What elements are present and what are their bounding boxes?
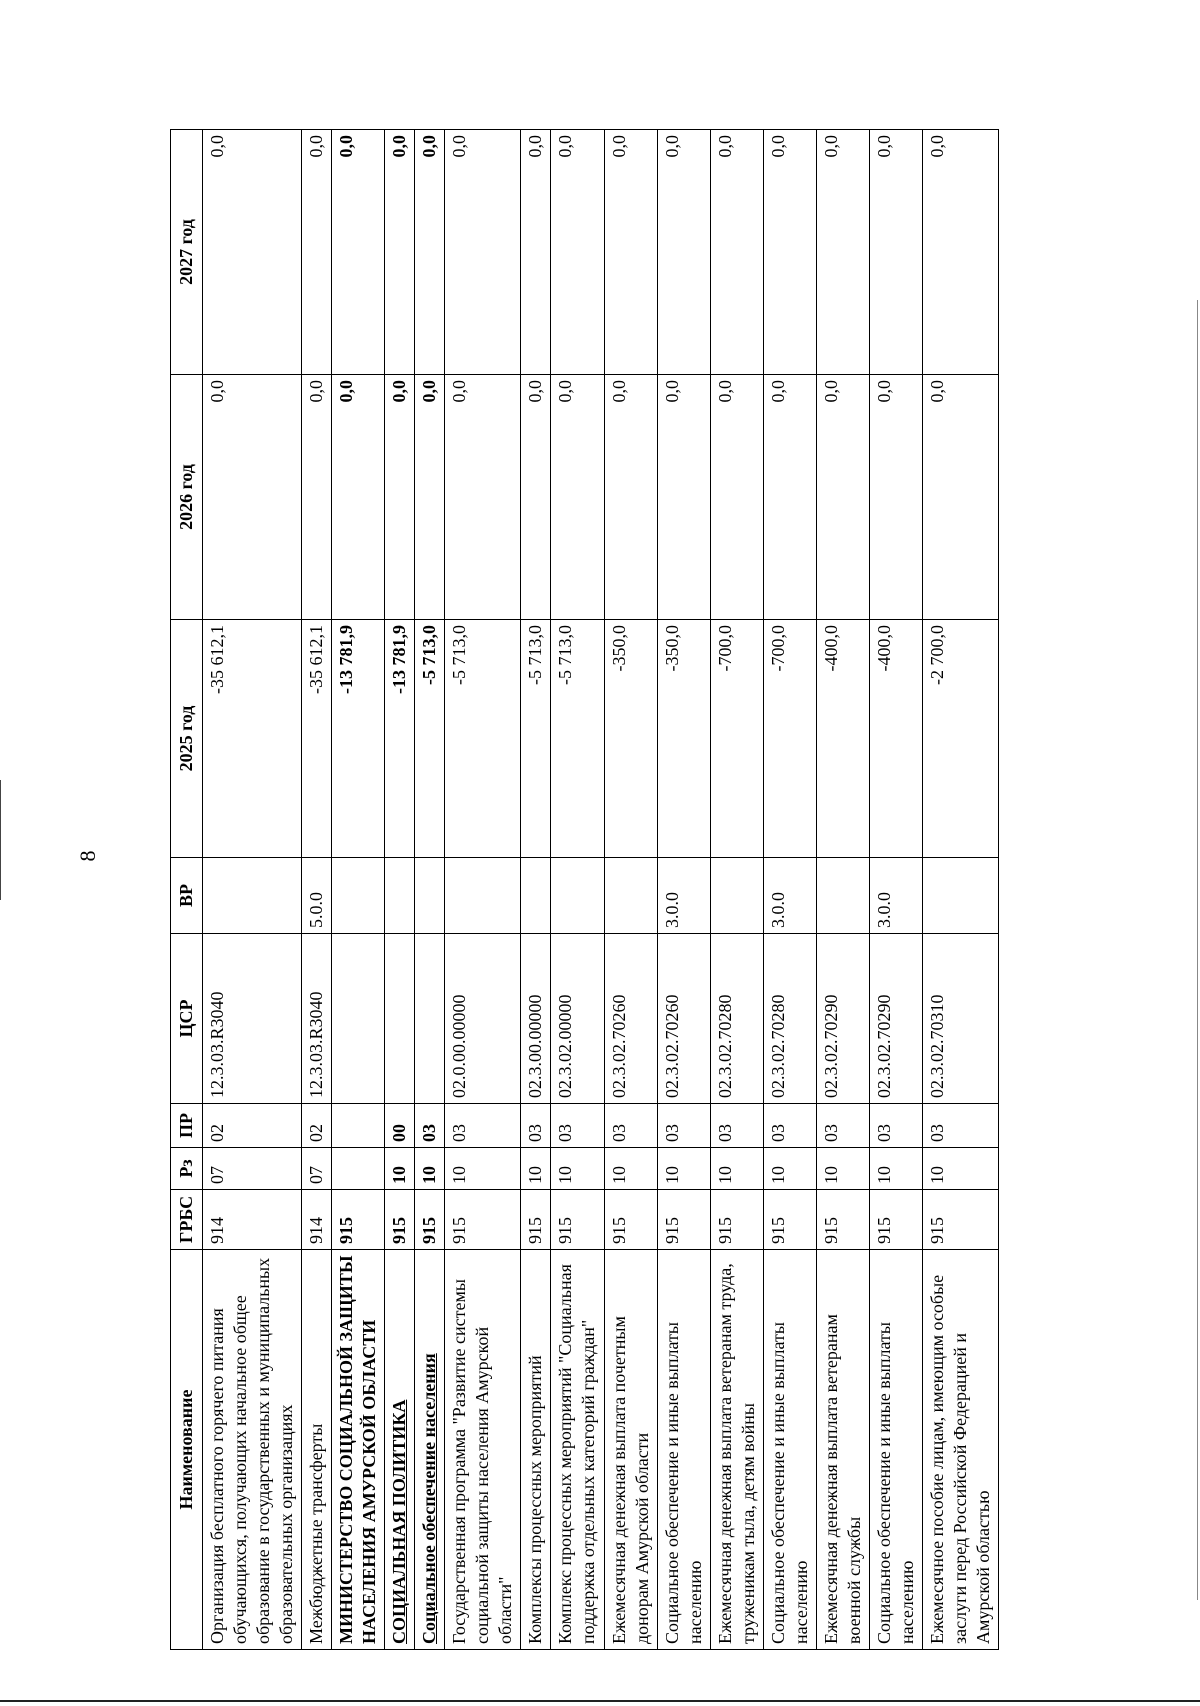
- cell-vr: [203, 858, 302, 934]
- cell-csr: 02.3.02.70260: [604, 934, 657, 1104]
- cell-vr: [922, 858, 998, 934]
- cell-name: Ежемесячная денежная выплата ветеранам военной службы: [816, 1250, 869, 1650]
- cell-grbs: 915: [445, 1190, 521, 1250]
- cell-2026: 0,0: [521, 375, 551, 620]
- cell-2026: 0,0: [657, 375, 710, 620]
- cell-2027: 0,0: [922, 130, 998, 375]
- rotated-table-wrapper: [170, 130, 1070, 1650]
- cell-grbs: 915: [763, 1190, 816, 1250]
- cell-grbs: 914: [203, 1190, 302, 1250]
- cell-pr: 03: [445, 1104, 521, 1148]
- cell-rz: 10: [385, 1148, 415, 1190]
- table-row: [710, 130, 763, 1650]
- table-row: [551, 130, 604, 1650]
- table-row: [203, 130, 302, 1650]
- cell-name: Социальное обеспечение населения: [415, 1250, 445, 1650]
- cell-2027: 0,0: [604, 130, 657, 375]
- cell-2027: 0,0: [445, 130, 521, 375]
- table-row: [385, 130, 415, 1650]
- cell-csr: 02.3.02.70280: [763, 934, 816, 1104]
- cell-csr: 02.0.00.00000: [445, 934, 521, 1104]
- cell-grbs: 915: [385, 1190, 415, 1250]
- cell-rz: 10: [445, 1148, 521, 1190]
- cell-2027: 0,0: [415, 130, 445, 375]
- cell-grbs: 915: [604, 1190, 657, 1250]
- table-row: [922, 130, 998, 1650]
- cell-2025: -2 700,0: [922, 620, 998, 858]
- cell-2025: -5 713,0: [521, 620, 551, 858]
- cell-2027: 0,0: [657, 130, 710, 375]
- header-csr: ЦСР: [171, 934, 203, 1104]
- table-body: [203, 130, 999, 1650]
- cell-csr: 02.3.02.00000: [551, 934, 604, 1104]
- cell-name: Комплексы процессных мероприятий: [521, 1250, 551, 1650]
- cell-grbs: 915: [332, 1190, 385, 1250]
- cell-2025: -13 781,9: [385, 620, 415, 858]
- cell-2026: 0,0: [415, 375, 445, 620]
- table-row: [763, 130, 816, 1650]
- cell-rz: [332, 1148, 385, 1190]
- table-header-row: [171, 130, 203, 1650]
- cell-name: Комплекс процессных мероприятий "Социальная поддержка отдельных категорий граждан": [551, 1250, 604, 1650]
- cell-2026: 0,0: [763, 375, 816, 620]
- cell-name: Ежемесячное пособие лицам, имеющим особые заслуги перед Российской Федерацией и Амурской областью: [922, 1250, 998, 1650]
- cell-rz: 10: [763, 1148, 816, 1190]
- budget-table: [170, 129, 999, 1650]
- cell-vr: [385, 858, 415, 934]
- cell-2025: -400,0: [869, 620, 922, 858]
- scan-edge-right: [1197, 300, 1198, 1600]
- cell-2025: -700,0: [710, 620, 763, 858]
- table-row: [302, 130, 332, 1650]
- page-number: 8: [75, 850, 100, 862]
- cell-name: Государственная программа "Развитие системы социальной защиты населения Амурской области": [445, 1250, 521, 1650]
- cell-csr: 12.3.03.R3040: [203, 934, 302, 1104]
- cell-2026: 0,0: [551, 375, 604, 620]
- cell-2026: 0,0: [710, 375, 763, 620]
- cell-2026: 0,0: [816, 375, 869, 620]
- cell-pr: 02: [203, 1104, 302, 1148]
- header-pr: ПР: [171, 1104, 203, 1148]
- cell-name: Социальное обеспечение и иные выплаты населению: [657, 1250, 710, 1650]
- table-row: [604, 130, 657, 1650]
- cell-pr: 03: [710, 1104, 763, 1148]
- cell-rz: 10: [869, 1148, 922, 1190]
- cell-2025: -350,0: [657, 620, 710, 858]
- cell-pr: 03: [816, 1104, 869, 1148]
- cell-csr: [385, 934, 415, 1104]
- cell-name: Ежемесячная денежная выплата ветеранам труда, труженикам тыла, детям войны: [710, 1250, 763, 1650]
- cell-2025: -35 612,1: [203, 620, 302, 858]
- cell-pr: 03: [763, 1104, 816, 1148]
- cell-rz: 10: [551, 1148, 604, 1190]
- cell-2026: 0,0: [302, 375, 332, 620]
- cell-csr: [415, 934, 445, 1104]
- cell-name: Межбюджетные трансферты: [302, 1250, 332, 1650]
- cell-name: Ежемесячная денежная выплата почетным донорам Амурской области: [604, 1250, 657, 1650]
- cell-pr: [332, 1104, 385, 1148]
- header-name: Наименование: [171, 1250, 203, 1650]
- cell-rz: 10: [521, 1148, 551, 1190]
- cell-vr: [551, 858, 604, 934]
- cell-2027: 0,0: [385, 130, 415, 375]
- cell-pr: 03: [869, 1104, 922, 1148]
- cell-name: Социальное обеспечение и иные выплаты населению: [869, 1250, 922, 1650]
- cell-pr: 03: [415, 1104, 445, 1148]
- table-row: [332, 130, 385, 1650]
- cell-2025: -35 612,1: [302, 620, 332, 858]
- cell-grbs: 915: [710, 1190, 763, 1250]
- cell-2026: 0,0: [445, 375, 521, 620]
- cell-vr: [521, 858, 551, 934]
- cell-rz: 07: [302, 1148, 332, 1190]
- cell-vr: [332, 858, 385, 934]
- cell-grbs: 915: [816, 1190, 869, 1250]
- cell-csr: 12.3.03.R3040: [302, 934, 332, 1104]
- cell-vr: 3.0.0: [763, 858, 816, 934]
- cell-vr: [415, 858, 445, 934]
- cell-csr: 02.3.02.70260: [657, 934, 710, 1104]
- cell-grbs: 915: [922, 1190, 998, 1250]
- cell-2027: 0,0: [816, 130, 869, 375]
- cell-2025: -700,0: [763, 620, 816, 858]
- cell-csr: 02.3.02.70290: [869, 934, 922, 1104]
- cell-2026: 0,0: [604, 375, 657, 620]
- cell-name: МИНИСТЕРСТВО СОЦИАЛЬНОЙ ЗАЩИТЫ НАСЕЛЕНИЯ АМУРСКОЙ ОБЛАСТИ: [332, 1250, 385, 1650]
- table-row: [521, 130, 551, 1650]
- header-2026: 2026 год: [171, 375, 203, 620]
- cell-rz: 10: [816, 1148, 869, 1190]
- cell-vr: [816, 858, 869, 934]
- table-row: [415, 130, 445, 1650]
- cell-2025: -5 713,0: [445, 620, 521, 858]
- cell-pr: 02: [302, 1104, 332, 1148]
- cell-vr: [445, 858, 521, 934]
- cell-rz: 10: [415, 1148, 445, 1190]
- cell-csr: 02.3.02.70310: [922, 934, 998, 1104]
- cell-grbs: 915: [521, 1190, 551, 1250]
- table-row: [657, 130, 710, 1650]
- cell-rz: 10: [710, 1148, 763, 1190]
- cell-pr: 03: [657, 1104, 710, 1148]
- table-row: [869, 130, 922, 1650]
- table-row: [445, 130, 521, 1650]
- rotated-table-frame: [170, 130, 1070, 1650]
- cell-2027: 0,0: [203, 130, 302, 375]
- cell-rz: 07: [203, 1148, 302, 1190]
- cell-csr: [332, 934, 385, 1104]
- cell-2027: 0,0: [332, 130, 385, 375]
- cell-2025: -5 713,0: [415, 620, 445, 858]
- cell-grbs: 915: [869, 1190, 922, 1250]
- cell-name: Организация бесплатного горячего питания обучающихся, получающих начальное общее образование в государственных и муниципальных образовательных организациях: [203, 1250, 302, 1650]
- cell-2026: 0,0: [203, 375, 302, 620]
- cell-2027: 0,0: [763, 130, 816, 375]
- cell-grbs: 915: [551, 1190, 604, 1250]
- cell-csr: 02.3.02.70280: [710, 934, 763, 1104]
- cell-grbs: 915: [415, 1190, 445, 1250]
- cell-csr: 02.3.02.70290: [816, 934, 869, 1104]
- cell-vr: 3.0.0: [869, 858, 922, 934]
- cell-vr: [710, 858, 763, 934]
- cell-rz: 10: [604, 1148, 657, 1190]
- cell-vr: [604, 858, 657, 934]
- cell-name: Социальное обеспечение и иные выплаты населению: [763, 1250, 816, 1650]
- scan-edge-bottom: [0, 1700, 1200, 1702]
- cell-2026: 0,0: [385, 375, 415, 620]
- cell-rz: 10: [657, 1148, 710, 1190]
- cell-pr: 00: [385, 1104, 415, 1148]
- scan-edge-left: [0, 780, 1, 900]
- cell-2025: -13 781,9: [332, 620, 385, 858]
- cell-2025: -350,0: [604, 620, 657, 858]
- cell-2027: 0,0: [869, 130, 922, 375]
- cell-2026: 0,0: [332, 375, 385, 620]
- cell-grbs: 915: [657, 1190, 710, 1250]
- cell-2027: 0,0: [551, 130, 604, 375]
- header-grbs: ГРБС: [171, 1190, 203, 1250]
- cell-2026: 0,0: [922, 375, 998, 620]
- cell-2027: 0,0: [302, 130, 332, 375]
- cell-csr: 02.3.00.00000: [521, 934, 551, 1104]
- header-2027: 2027 год: [171, 130, 203, 375]
- cell-name: СОЦИАЛЬНАЯ ПОЛИТИКА: [385, 1250, 415, 1650]
- header-vr: ВР: [171, 858, 203, 934]
- cell-pr: 03: [604, 1104, 657, 1148]
- header-rz: Рз: [171, 1148, 203, 1190]
- cell-pr: 03: [521, 1104, 551, 1148]
- cell-vr: 5.0.0: [302, 858, 332, 934]
- cell-2027: 0,0: [710, 130, 763, 375]
- header-2025: 2025 год: [171, 620, 203, 858]
- cell-vr: 3.0.0: [657, 858, 710, 934]
- cell-rz: 10: [922, 1148, 998, 1190]
- table-row: [816, 130, 869, 1650]
- cell-2027: 0,0: [521, 130, 551, 375]
- cell-2025: -5 713,0: [551, 620, 604, 858]
- cell-2025: -400,0: [816, 620, 869, 858]
- cell-2026: 0,0: [869, 375, 922, 620]
- cell-pr: 03: [922, 1104, 998, 1148]
- cell-pr: 03: [551, 1104, 604, 1148]
- cell-grbs: 914: [302, 1190, 332, 1250]
